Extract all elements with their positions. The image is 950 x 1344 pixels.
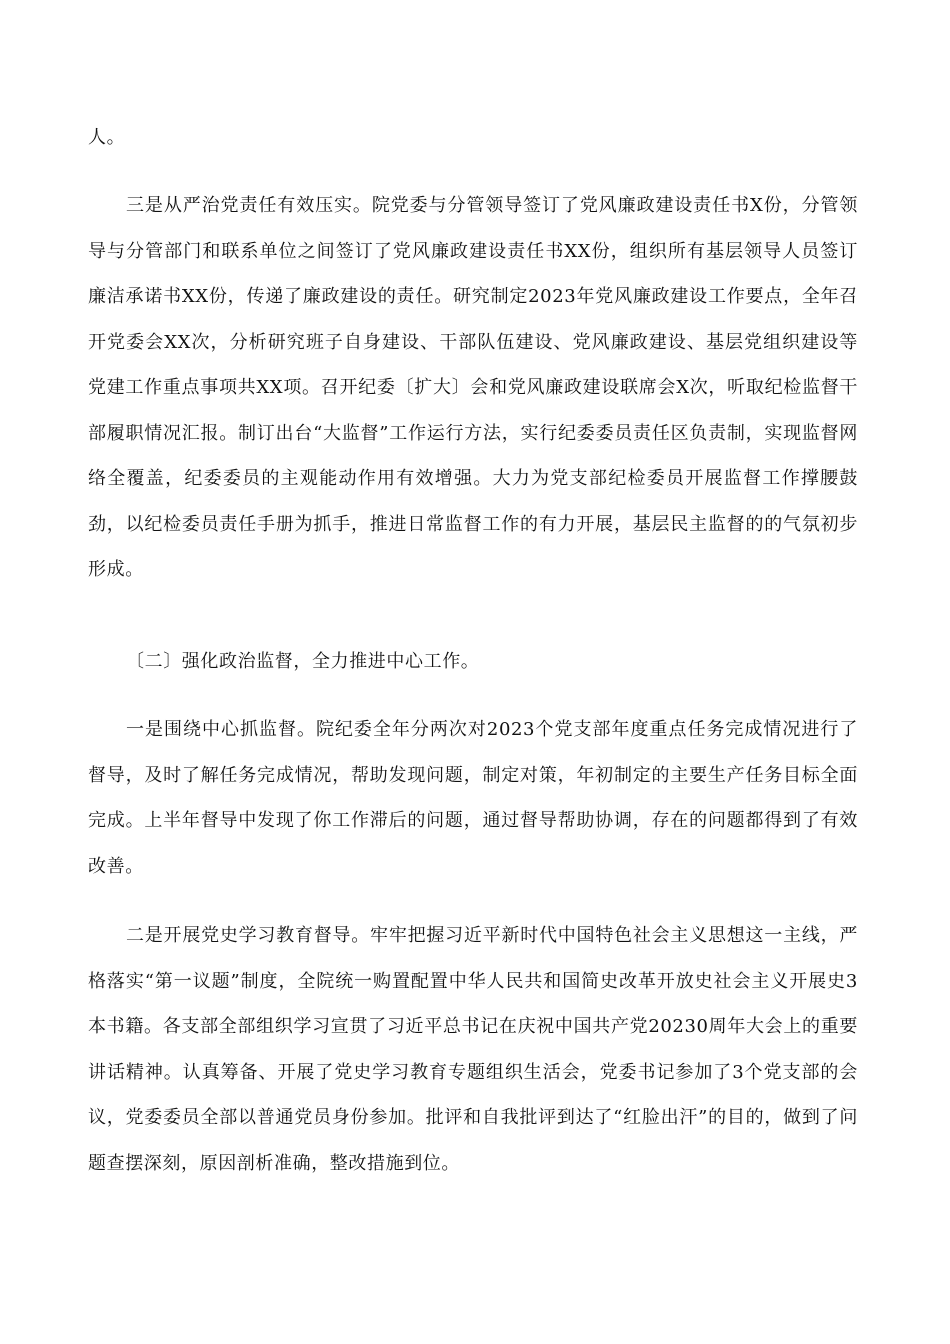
paragraph-center-supervision: 一是围绕中心抓监督。院纪委全年分两次对2023个党支部年度重点任务完成情况进行了督导，及时了解任务完成情况，帮助发现问题，制定对策，年初制定的主要生产任务目标全面完成。上半年督导中发现了你工作滞后的问题，通过督导帮助协调，存在的问题都得到了有效改善。 bbox=[88, 719, 858, 877]
section-heading-political-supervision: 〔二〕强化政治监督，全力推进中心工作。 bbox=[126, 651, 480, 672]
paragraph-party-history-education: 二是开展党史学习教育督导。牢牢把握习近平新时代中国特色社会主义思想这一主线，严格落实“第一议题”制度，全院统一购置配置中华人民共和国简史改革开放史社会主义开展史3本书籍。各支部全部组织学习宣贯了习近平总书记在庆祝中国共产党20230周年大会上的重要讲话精神。认真筹备、开展了党史学习教育专题组织生活会，党委书记参加了3个党支部的会议，党委委员全部以普通党员身份参加。批评和自我批评到达了“红脸出汗”的目的，做到了问题查摆深刻，原因剖析准确，整改措施到位。 bbox=[88, 925, 858, 1174]
paragraph-continuation: 人。 bbox=[88, 127, 126, 148]
paragraph-strict-party-responsibility: 三是从严治党责任有效压实。院党委与分管领导签订了党风廉政建设责任书X份，分管领导与分管部门和联系单位之间签订了党风廉政建设责任书XX份，组织所有基层领导人员签订廉洁承诺书XX份，传递了廉政建设的责任。研究制定2023年党风廉政建设工作要点，全年召开党委会XX次，分析研究班子自身建设、干部队伍建设、党风廉政建设、基层党组织建设等党建工作重点事项共XX项。召开纪委〔扩大〕会和党风廉政建设联席会X次，听取纪检监督干部履职情况汇报。制订出台“大监督”工作运行方法，实行纪委委员责任区负责制，实现监督网络全覆盖，纪委委员的主观能动作用有效增强。大力为党支部纪检委员开展监督工作撑腰鼓劲，以纪检委员责任手册为抓手，推进日常监督工作的有力开展，基层民主监督的的气氛初步形成。 bbox=[88, 195, 858, 580]
